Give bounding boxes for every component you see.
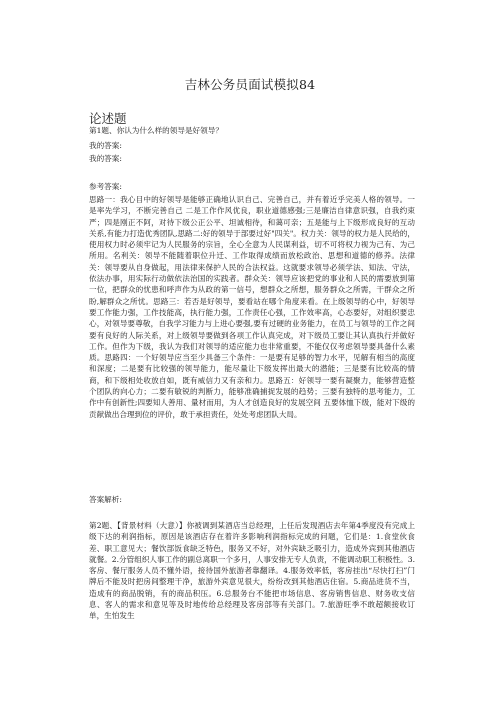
my-answer-label: 我的答案: xyxy=(89,141,122,150)
question-1-text: 第1题、你认为什么样的领导是好领导？ xyxy=(89,126,223,135)
my-answer-label: 我的答案: xyxy=(89,154,122,163)
question-2-text: 第2题、【背景材料（大意）】你被调到某酒店当总经理，上任后发现酒店去年第4季度没有完成上级下达的利润指标，原因是该酒店存在着许多影响利润指标完成的问题，它们是：1.食堂伙食差、职工意见大；餐饮部饭食缺乏特色，服务又不好，对外宾缺乏吸引力，造成外宾到其他酒店就餐。2.分管组织人事工作的副总离职一个多月，人事安排无专人负责，不能调动职工积极性。3.客房、餐厅服务人员不懂外语，接待国外旅游者靠翻译。4.服务效率低，客房挂出“尽快打扫”门牌后不能及时把房间整理干净，旅游外宾意见很大，纷纷改到其他酒店住宿。5.商品进货不当，造成有的商品脱销，有的商品积压。6.总服务台不能把市场信息、客房销售信息、财务收支信息、客人的需求和意见等及时地传给总经理及客房部等有关部门。7.旅游旺季不敢超额接收订单，生怕发生 xyxy=(89,521,415,621)
answer-analysis-label: 答案解析: xyxy=(89,495,122,504)
section-title: 论述题 xyxy=(89,111,127,126)
document-title: 吉林公务员面试模拟84 xyxy=(184,77,316,92)
reference-answer-text: 思路一：我心目中的好领导是能够正确地认识自己、完善自己，并有着近乎完美人格的领导。一是率先学习，不断完善自己 二是工作作风优良，职业道德感强;三是廉洁自律意识强，自我约束严；四是刚正不阿，对待下级公正公平、坦诚相待，和蔼可亲；五是能与上下级形成良好的互动关系,有能力打造优秀团队,思路二:好的领导于部要过好"四关"。权力关：领导的权力是人民给的，使用权力时必须牢记为人民服务的宗旨，全心全意为人民谋利益，切不可将权力视为己有、为己所用。名利关：领导不能随着职位升迁、工作取得成绩而放松政治、思想和道德的修养。法律关：领导要从自身做起，用法律来保护人民的合法权益。这就要求领导必须学法、知法、守法，依法办事，用实际行动做依法治国的实践者。群众关：领导应该把党的事业和人民的需要放到第一位，把群众的忧患和呼声作为从政的第一信号，想群众之所想，服务群众之所需，干群众之所盼,解群众之所忧。思路三：若否是好领导，要看站在哪个角度来看。在上级领导的心中，好领导要工作能力强，工作技能高，执行能力强，工作责任心强，工作效率高，心态要好，对组织要忠心，对领导要尊敬，自我学习能力与上进心要强,要有过硬的业务能力，在员工与领导的工作之间要有良好的人际关系，对上级领导要做到各项工作认真完成，对下级员工要让其认真执行并做好工作。但作为下级，我认为我们对领导的适应能力也非常重要，不能仅仅考虑领导要具备什么素质。思路四：一个好领导应当至少具备三个条件：一是要有足够的智力水平，见解有相当的高度和深度；二是要有比较强的领导能力，能尽量让下级发挥出最大的潜能；三是要有比较高的情商，和下级相处收放自如，既有威信力又有亲和力。思路五：好领导一要有凝聚力，能够营造整个团队的向心力；二要有敏锐的判断力，能够准确捕捉发展的趋势；三要有独特的思考能力，工作中有创新性;四要知人善用、量材而用，为人才创造良好的发展空间 五要体恤下级，能对下级的贡献做出合理到位的评价，敢于承担责任，处处考虑团队大局。 xyxy=(89,195,415,419)
reference-answer-label: 参考答案: xyxy=(89,182,122,191)
